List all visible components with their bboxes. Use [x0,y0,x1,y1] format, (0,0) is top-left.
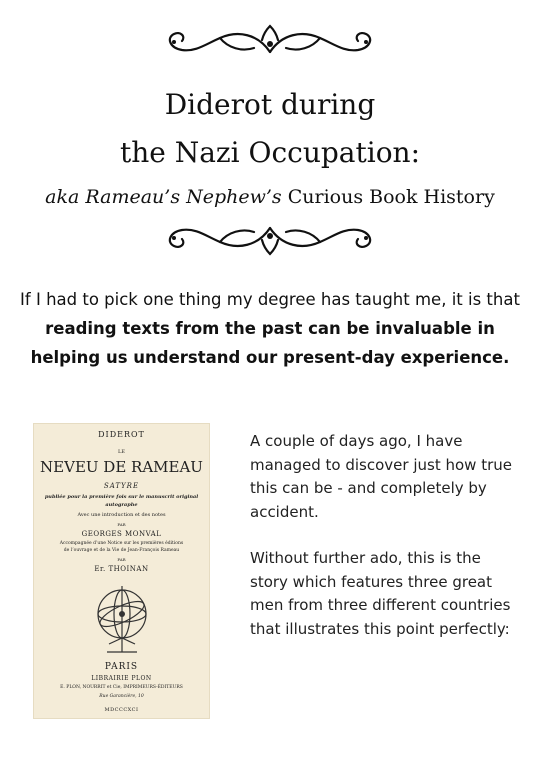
cover-address: Rue Garancière, 10 [99,694,144,699]
subtitle-aka: aka [45,186,80,208]
bottom-ornament-icon [158,216,382,256]
cover-par1: PAR [117,522,126,527]
cover-city: PARIS [104,662,139,672]
cover-line3: Avec une introduction et des notes [77,512,166,518]
cover-publisher: LIBRAIRIE PLON [91,675,152,682]
cover-title: NEVEU DE RAMEAU [40,458,203,476]
subtitle [0,184,540,210]
cover-editor: GEORGES MONVAL [81,530,162,538]
intro-plain: If I had to pick one thing my degree has taught me, it is that [20,290,520,309]
cover-author: DIDEROT [98,430,145,439]
title-line-1: Diderot during [164,88,376,121]
cover-le: LE [118,449,125,455]
side-paragraph-1: A couple of days ago, I have managed to discover just how true this can be - and completely by accident. [250,432,512,521]
cover-printers: E. PLON, NOURRIT et Cie, IMPRIMEURS-ÉDITEURS [60,685,183,690]
side-paragraph-2: Without further ado, this is the story which features three great men from three different countries that illustrates this point perfectly: [250,549,511,638]
top-ornament-icon [158,22,382,62]
cover-par2: PAR [117,557,126,562]
cover-line4: Accompagnée d’une Notice sur les premières éditions [59,541,184,546]
intro-paragraph [20,285,520,372]
book-cover-image [33,423,210,719]
title-line-2: the Nazi Occupation: [119,136,421,169]
subtitle-rest: Curious Book History [287,186,495,208]
cover-editor2: Er. THOINAN [94,565,149,573]
cover-satyre: SATYRE [103,482,140,490]
cover-line2: autographe [105,502,138,508]
armillary-sphere-icon [87,582,157,658]
cover-line1: publiée pour la première fois sur le manuscrit original [44,494,199,500]
subtitle-book: Rameau’s Nephew’s [85,186,282,208]
cover-line5: de l’ouvrage et de la Vie de Jean-François Rameau [63,548,180,553]
cover-year: MDCCCXCI [104,707,139,713]
intro-bold: reading texts from the past can be invaluable in helping us understand our present-day experience. [30,319,510,367]
side-text [250,430,520,664]
